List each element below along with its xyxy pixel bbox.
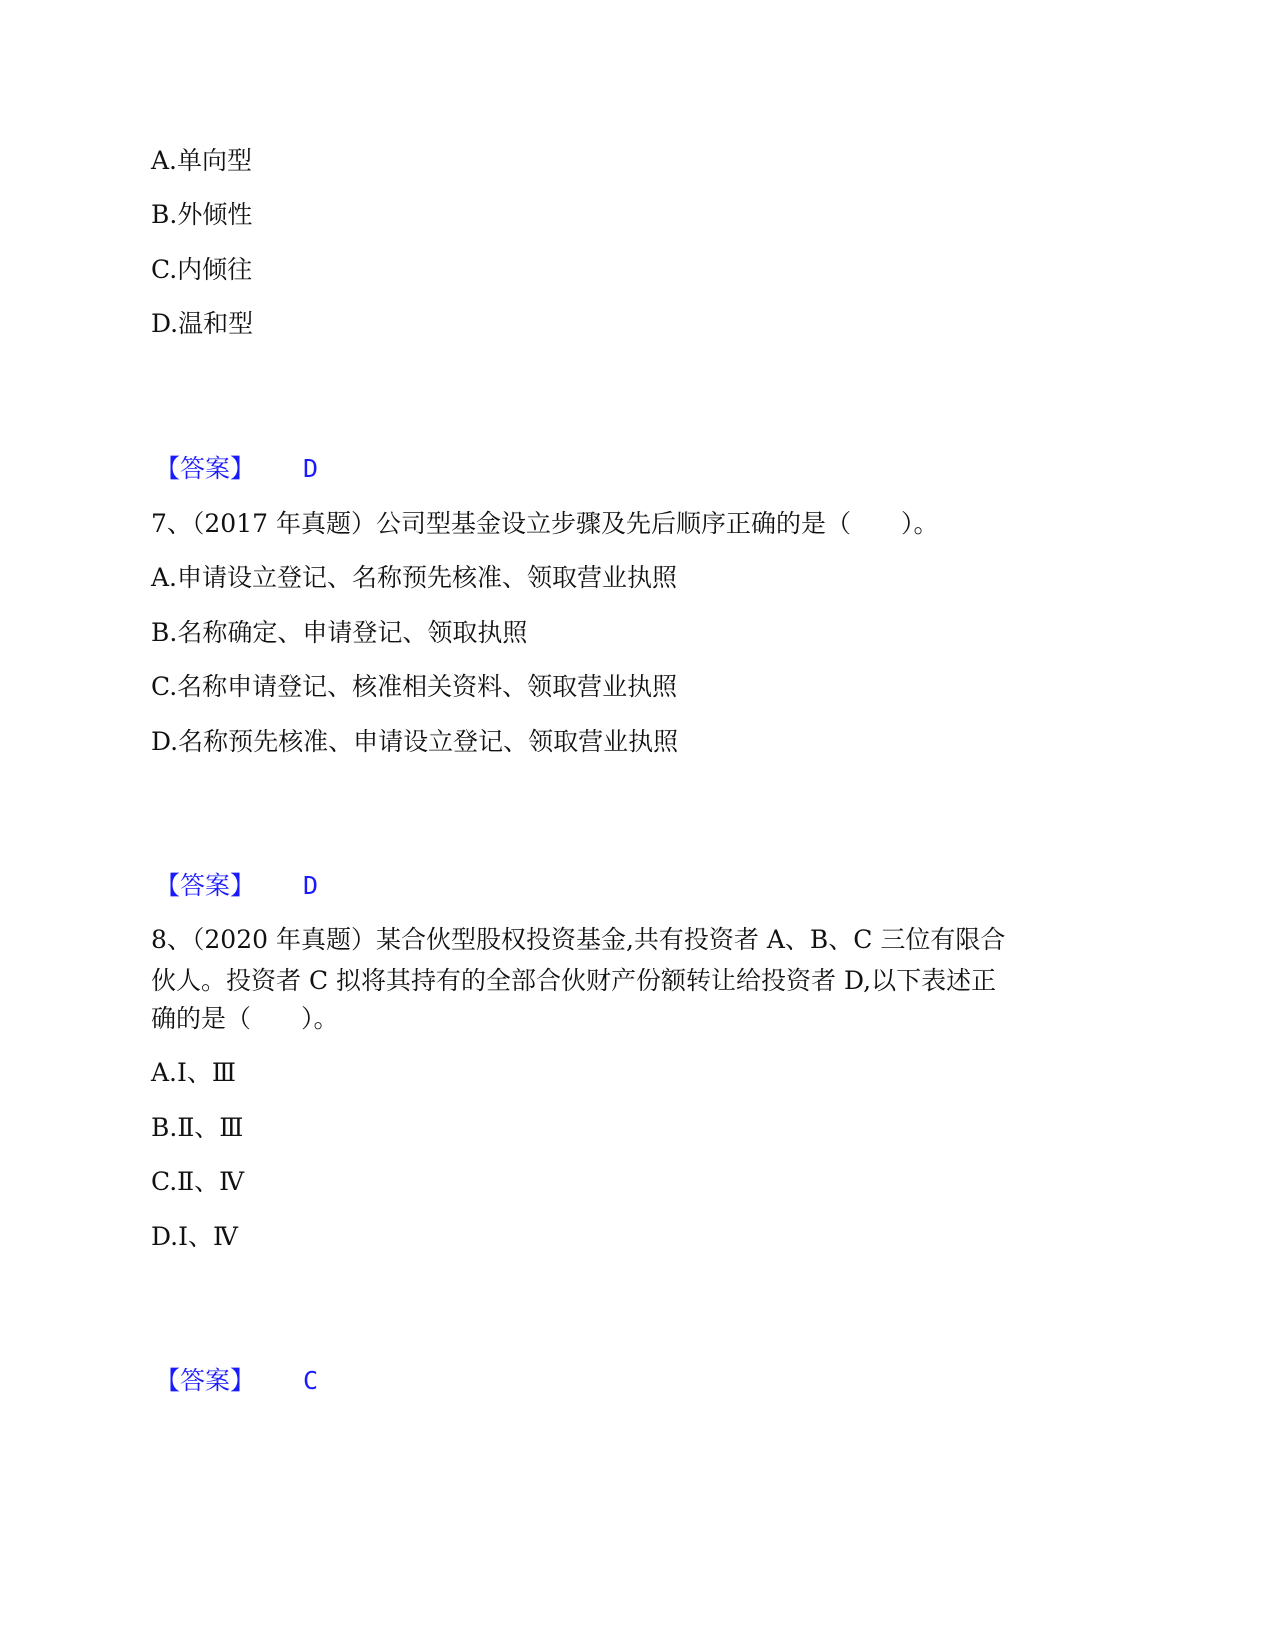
q8-question-line-2: 伙人。投资者 C 拟将其持有的全部合伙财产份额转让给投资者 D,以下表述正 [151,966,997,995]
q8-option-d: D.Ⅰ、Ⅳ [151,1222,238,1251]
q6-option-a: A.单向型 [151,146,253,175]
q6-option-c: C.内倾往 [151,255,253,284]
q8-answer-label: 【答案】 [155,1366,256,1395]
q6-option-d: D.温和型 [151,309,254,338]
q7-option-a: A.申请设立登记、名称预先核准、领取营业执照 [151,563,678,592]
q7-question: 7、（2017 年真题）公司型基金设立步骤及先后顺序正确的是（ ）。 [151,509,939,538]
q7-option-d: D.名称预先核准、申请设立登记、领取营业执照 [151,727,679,756]
q8-option-c: C.Ⅱ、Ⅳ [151,1167,245,1196]
q6-answer [155,454,318,484]
q7-answer [155,871,318,901]
q6-option-b: B.外倾性 [151,200,253,229]
q7-option-c: C.名称申请登记、核准相关资料、领取营业执照 [151,672,678,701]
q6-answer-value: D [303,454,319,483]
q7-option-b: B.名称确定、申请登记、领取执照 [151,618,528,647]
q8-question-line-3: 确的是（ ）。 [151,1004,339,1033]
q8-option-b: B.Ⅱ、Ⅲ [151,1113,244,1142]
q8-answer [155,1366,318,1396]
q8-question-line-1: 8、（2020 年真题）某合伙型股权投资基金,共有投资者 A、B、C 三位有限合 [151,925,1006,954]
q6-answer-label: 【答案】 [155,454,256,483]
q8-option-a: A.Ⅰ、Ⅲ [151,1058,236,1087]
q7-answer-label: 【答案】 [155,871,256,900]
q7-answer-value: D [303,871,319,900]
q8-answer-value: C [303,1366,319,1395]
